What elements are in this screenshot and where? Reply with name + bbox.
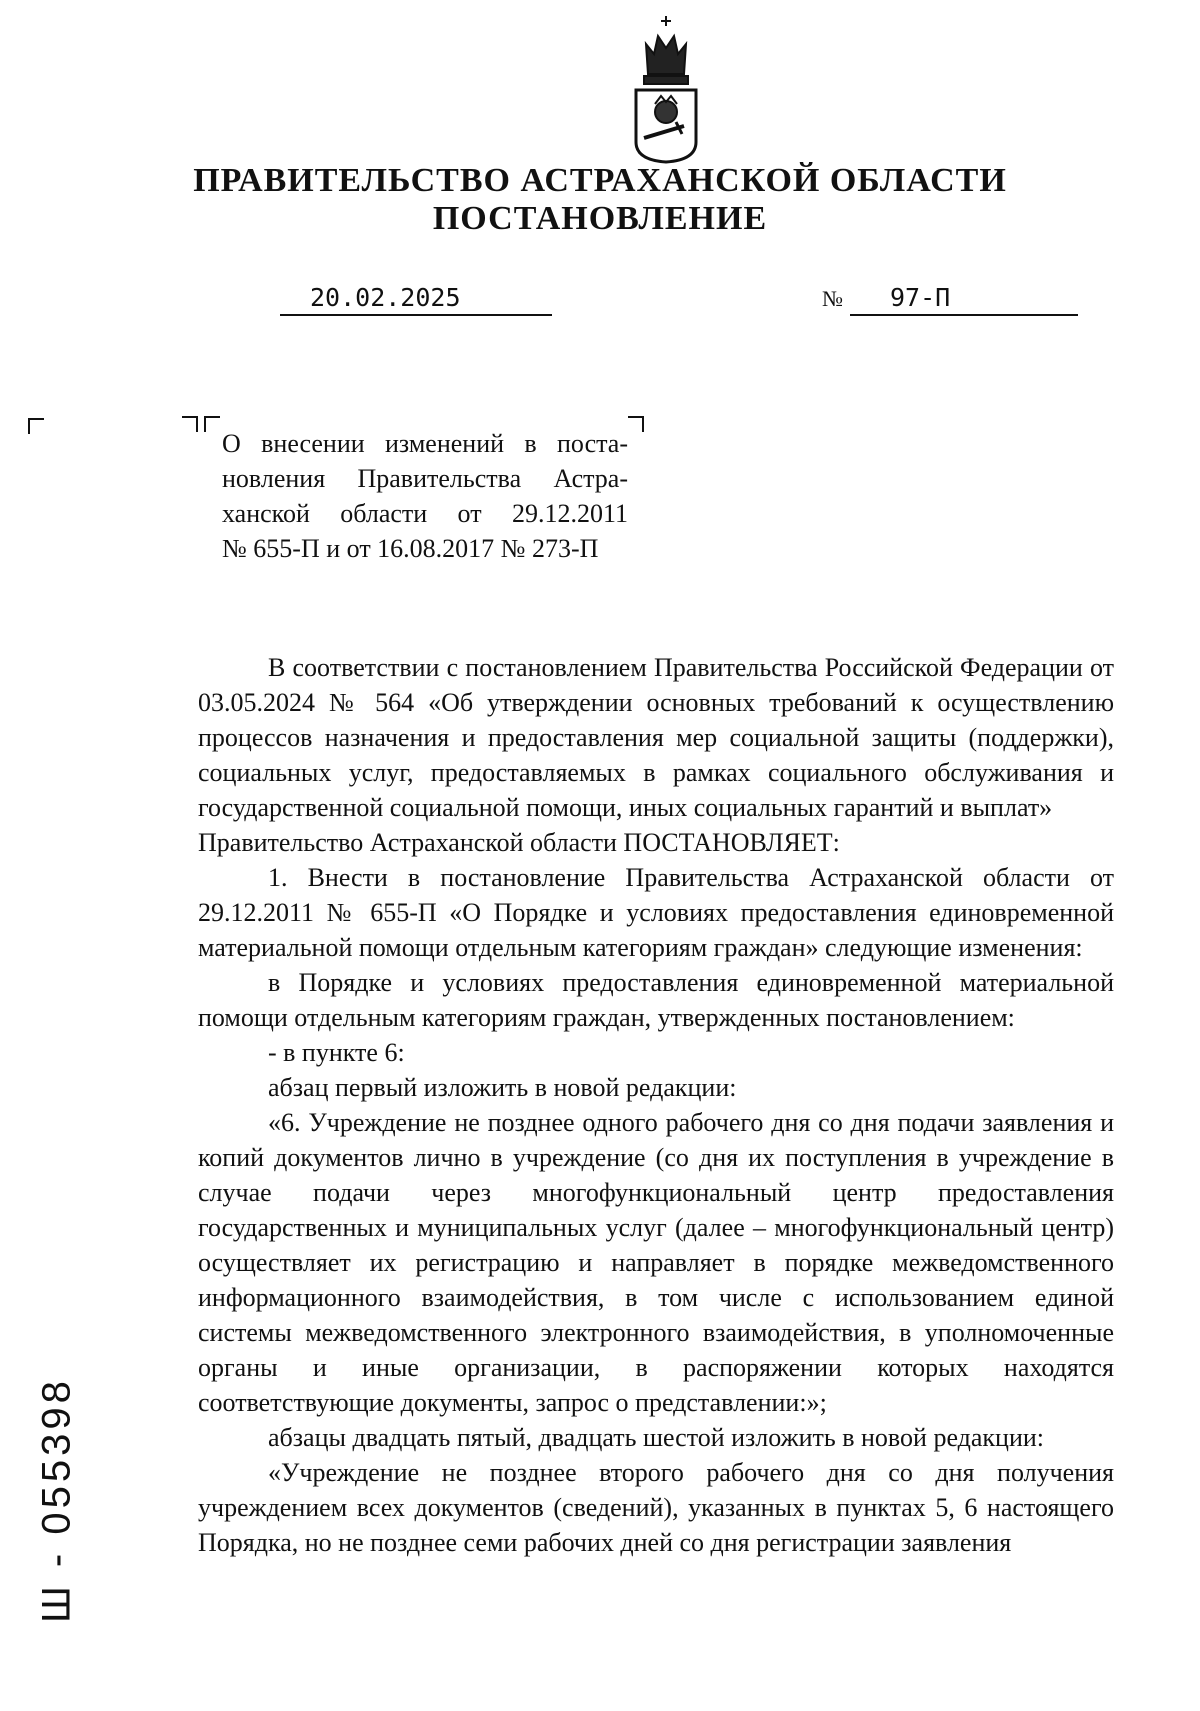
serial-code-text: Ш - 055398 <box>34 1377 79 1623</box>
body-paragraph: - в пункте 6: <box>268 1038 405 1067</box>
subject-line: № 655-П и от 16.08.2017 № 273-П <box>222 534 599 563</box>
body-paragraph: 1. Внести в постановление Правительства Астраханской области от 29.12.2011 № 655-П «О Порядке и условиях предоставления единовременной материальной помощи отдельным категориям граждан» следующие изменения: <box>198 863 1114 962</box>
document-type-title: ПОСТАНОВЛЕНИЕ <box>432 200 768 237</box>
subject-line: О внесении изменений в поста- <box>222 429 628 458</box>
subject-line: ханской области от 29.12.2011 <box>222 499 628 528</box>
body-paragraph: «Учреждение не позднее второго рабочего дня со дня получения учреждением всех документов (сведений), указанных в пунктах 5, 6 настоящего Порядка, но не позднее семи рабочих дней со дня регистрации заявления <box>198 1458 1114 1557</box>
body-paragraph: абзац первый изложить в новой редакции: <box>268 1073 737 1102</box>
corner-mark-subject-3 <box>628 416 644 432</box>
body-paragraph: «6. Учреждение не позднее одного рабочего дня со дня подачи заявления и копий документов лично в учреждение (со дня их поступления в учреждение в случае подачи через многофункциональный центр предоставления государственных и муниципальных услуг (далее – многофункциональный центр) осуществляет их регистрацию и направляет в порядке межведомственного информационного взаимодействия, в том числе с использованием единой системы межведомственного электронного взаимодействия, в уполномоченные органы и иные организации, в распоряжении которых находятся соответствующие документы, запрос о представлении:»; <box>198 1108 1114 1417</box>
document-subject <box>222 426 628 566</box>
corner-mark-left <box>28 418 44 434</box>
sidebar-serial-code <box>22 1355 92 1645</box>
number-value: 97-П <box>890 283 951 312</box>
corner-mark-subject-2 <box>204 416 220 432</box>
number-field <box>850 278 1078 316</box>
corner-mark-subject-1 <box>182 416 198 432</box>
document-body <box>198 650 1114 1560</box>
coat-of-arms-emblem <box>628 14 704 164</box>
body-paragraph: Правительство Астраханской области ПОСТАНОВЛЯЕТ: <box>198 828 840 857</box>
body-paragraph: в Порядке и условиях предоставления единовременной материальной помощи отдельным категориям граждан, утвержденных постановлением: <box>198 968 1114 1032</box>
body-paragraph: В соответствии с постановлением Правительства Российской Федерации от 03.05.2024 № 564 «Об утверждении основных требований к осуществлению процессов назначения и предоставления мер социальной защиты (поддержки), социальных услуг, предоставляемых в рамках социального обслуживания и государственной социальной помощи, иных социальных гарантий и выплат» <box>198 653 1114 822</box>
body-paragraph: абзацы двадцать пятый, двадцать шестой изложить в новой редакции: <box>268 1423 1045 1452</box>
date-field <box>280 278 552 316</box>
government-title: ПРАВИТЕЛЬСТВО АСТРАХАНСКОЙ ОБЛАСТИ <box>193 162 1007 199</box>
subject-line: новления Правительства Астра- <box>222 464 628 493</box>
date-value: 20.02.2025 <box>310 283 461 312</box>
number-sign: № <box>822 286 843 311</box>
